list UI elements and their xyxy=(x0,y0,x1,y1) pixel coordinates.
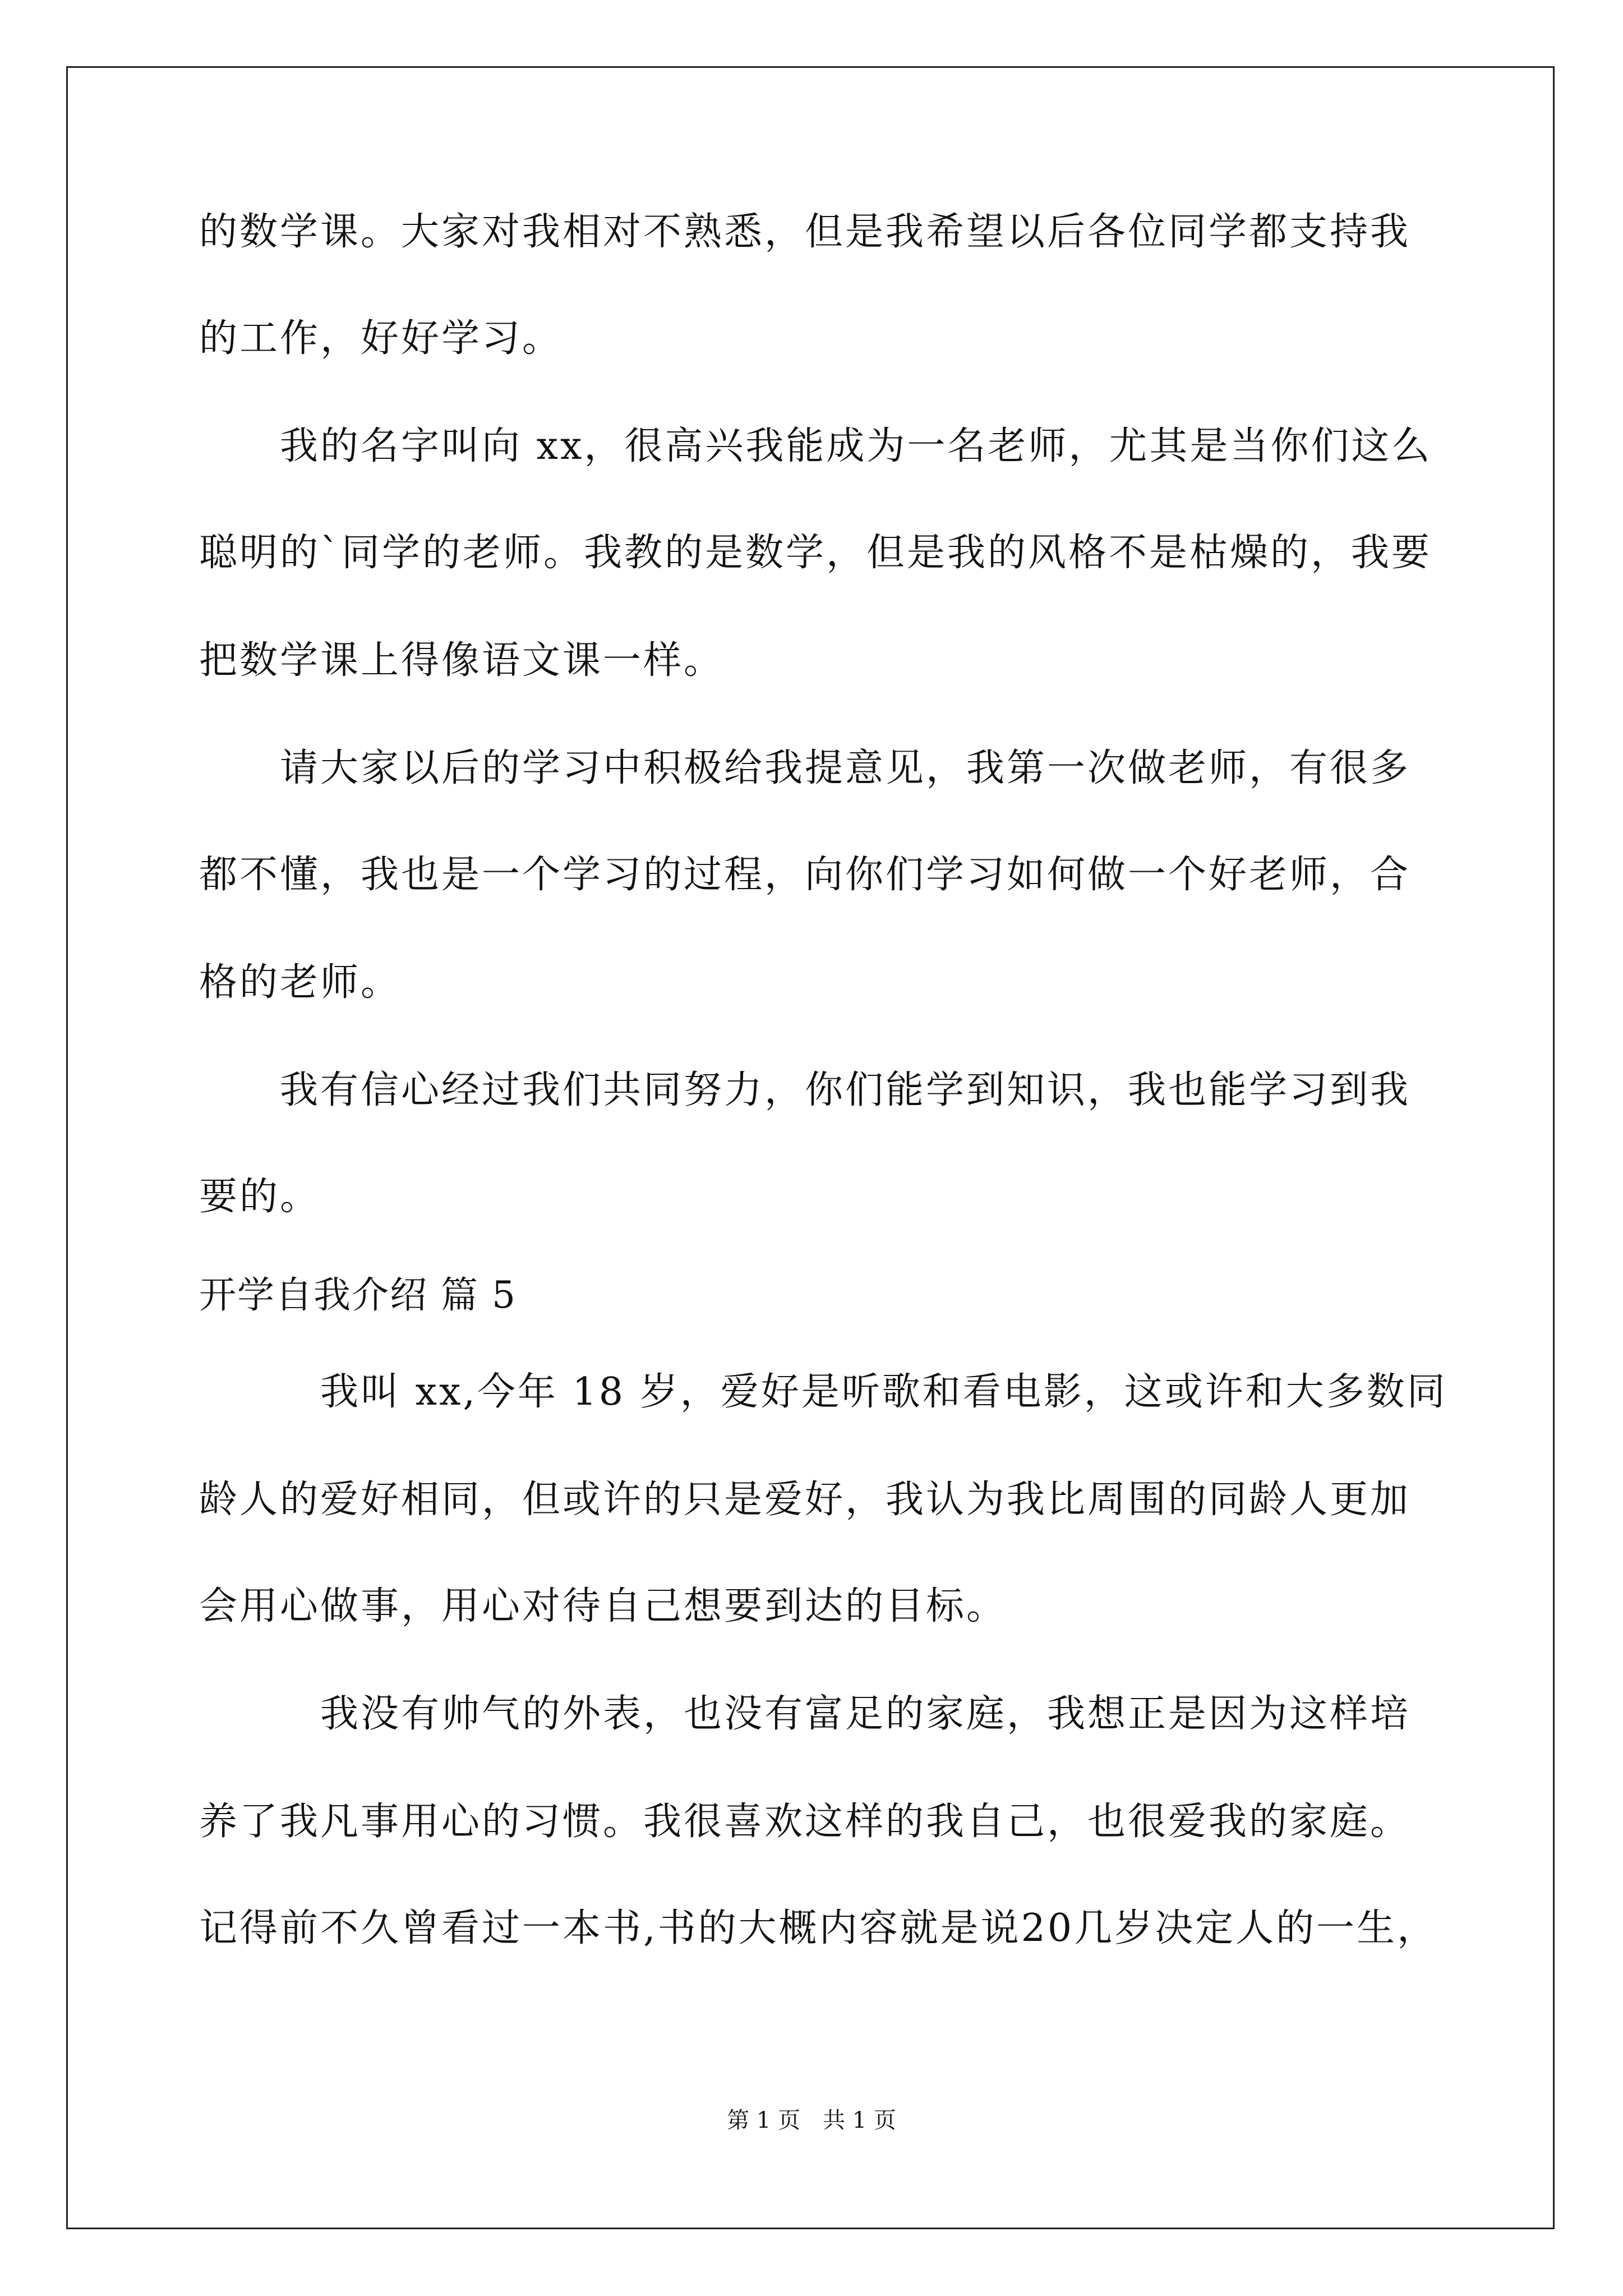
text-line: 聪明的`同学的老师。我教的是数学，但是我的风格不是枯燥的，我要 xyxy=(199,531,1432,575)
section-heading: 开学自我介绍 篇 5 xyxy=(199,1273,517,1317)
text-line: 我没有帅气的外表，也没有富足的家庭，我想正是因为这样培 xyxy=(199,1692,1411,1736)
text-line: 会用心做事，用心对待自己想要到达的目标。 xyxy=(199,1584,1007,1628)
text-line: 把数学课上得像语文课一样。 xyxy=(199,638,725,683)
text-line: 我叫 xx,今年 18 岁，爱好是听歌和看电影，这或许和大多数同 xyxy=(199,1370,1447,1414)
text-line: 养了我凡事用心的习惯。我很喜欢这样的我自己，也很爱我的家庭。 xyxy=(199,1800,1411,1844)
text-line: 记得前不久曾看过一本书,书的大概内容就是说20几岁决定人的一生， xyxy=(199,1906,1438,1950)
text-line: 龄人的爱好相同，但或许的只是爱好，我认为我比周围的同龄人更加 xyxy=(199,1478,1411,1522)
text-line: 要的。 xyxy=(199,1175,321,1219)
text-line: 我的名字叫向 xx，很高兴我能成为一名老师，尤其是当你们这么 xyxy=(199,424,1432,468)
text-line: 我有信心经过我们共同努力，你们能学到知识，我也能学习到我 xyxy=(199,1068,1411,1112)
text-line: 格的老师。 xyxy=(199,960,402,1005)
text-line: 的数学课。大家对我相对不熟悉，但是我希望以后各位同学都支持我 xyxy=(199,210,1411,254)
text-line: 的工作，好好学习。 xyxy=(199,316,563,361)
text-line: 都不懂，我也是一个学习的过程，向你们学习如何做一个好老师，合 xyxy=(199,853,1411,897)
page-number-footer: 第 1 页 共 1 页 xyxy=(727,2108,896,2133)
text-line: 请大家以后的学习中积极给我提意见，我第一次做老师，有很多 xyxy=(199,746,1411,790)
